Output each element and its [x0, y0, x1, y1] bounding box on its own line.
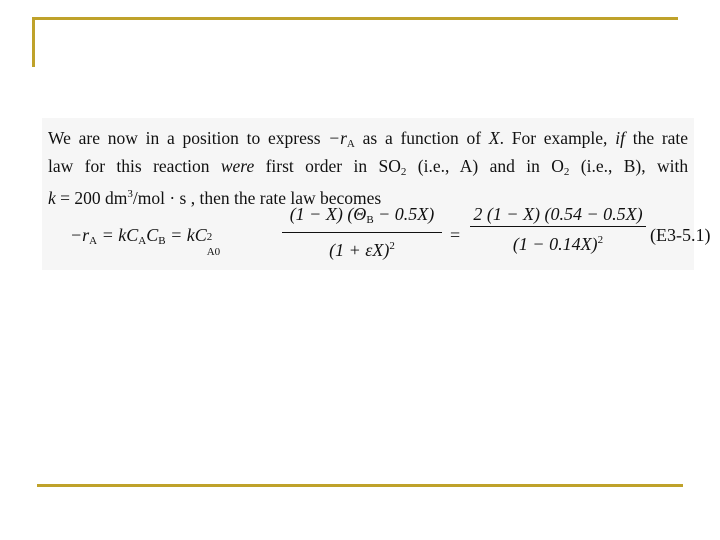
slide-top-rule: [32, 17, 678, 20]
superscript: 3: [127, 188, 133, 200]
fraction-2-bar: [470, 226, 646, 227]
formula: O: [551, 156, 564, 176]
superscript: 2: [389, 240, 395, 253]
fraction-1: [282, 204, 442, 260]
text: law for this reaction: [48, 156, 210, 176]
subscript: B: [158, 235, 166, 247]
text: We are now in a position to express: [48, 128, 321, 148]
subscript: B: [366, 214, 374, 226]
text: −r: [70, 225, 90, 245]
rate-law-equation: [70, 204, 711, 261]
superscript: 2: [206, 231, 213, 243]
subscript: A0: [206, 246, 221, 258]
fraction-1-numerator: [282, 204, 442, 230]
text: (1 − X) (Θ: [289, 204, 367, 224]
text: = kC: [170, 225, 207, 245]
scanned-text-block: [42, 118, 711, 270]
subscript: 2: [400, 166, 407, 178]
text: (1 + εX): [329, 240, 390, 261]
text: (i.e., B), with: [580, 156, 689, 176]
slide-left-rule: [32, 17, 35, 67]
emphasis: were: [220, 156, 255, 176]
text: (i.e., A) and in: [417, 156, 540, 176]
text: . For example,: [499, 128, 608, 148]
text: first order in: [265, 156, 368, 176]
text: /mol · s , then the rate law becomes: [132, 188, 382, 208]
fraction-2: [470, 204, 646, 254]
paragraph: [48, 127, 688, 209]
paragraph-line-1: [48, 127, 688, 155]
text: C: [146, 225, 159, 245]
text: as a function of: [362, 128, 482, 148]
subscript: A: [138, 235, 147, 247]
subscript: A: [89, 235, 98, 247]
rate-constant-symbol: k: [48, 188, 56, 208]
text: the rate: [632, 128, 689, 148]
fraction-2-numerator: 2 (1 − X) (0.54 − 0.5X): [473, 204, 643, 224]
subscript: 2: [563, 166, 570, 178]
text: (1 − 0.14X): [512, 234, 598, 255]
slide-bottom-rule: [37, 484, 683, 487]
text: = kC: [101, 225, 139, 245]
fraction-1-bar: [282, 232, 442, 233]
text: = 200 dm: [60, 188, 128, 208]
subscript: A: [346, 138, 355, 150]
conversion-symbol: X: [488, 128, 500, 148]
fraction-2-denominator: [470, 230, 646, 254]
equals-sign: =: [450, 225, 461, 245]
paragraph-line-2: [48, 155, 688, 183]
formula: SO: [378, 156, 401, 176]
text: − 0.5X): [378, 204, 435, 224]
fraction-1-denominator: [282, 236, 442, 260]
equation-number: (E3-5.1): [650, 225, 711, 245]
rate-symbol: −r: [328, 128, 347, 148]
equation-lhs: [70, 225, 223, 258]
superscript: 2: [597, 234, 604, 247]
emphasis: if: [615, 128, 625, 148]
